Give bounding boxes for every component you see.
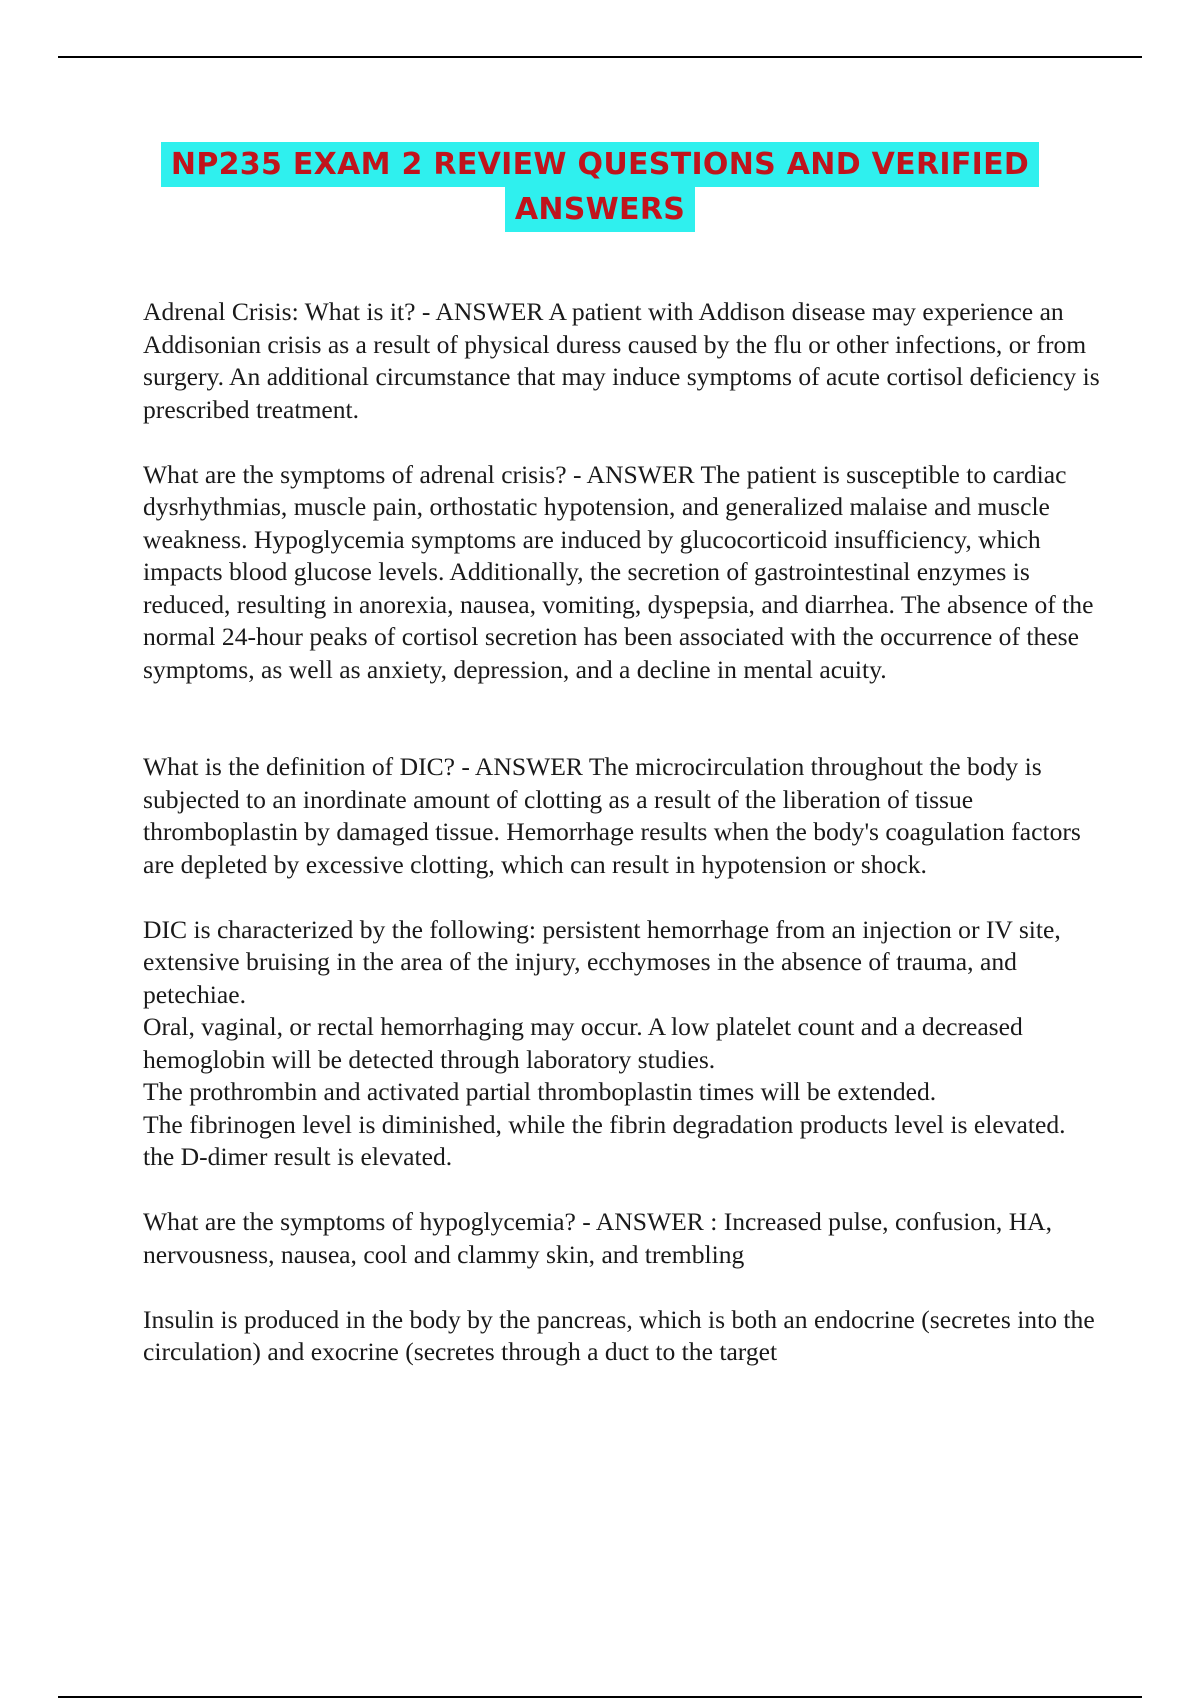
paragraph-text: Insulin is produced in the body by the pancreas, which is both an endocrine (secretes into the circulation) and exocrine (secretes through a duct to the target (143, 1304, 1095, 1366)
paragraph-dic-definition (143, 751, 1103, 881)
document-body (143, 296, 1103, 1401)
paragraph-line: DIC is characterized by the following: persistent hemorrhage from an injection or IV site, extensive bruising in the area of the injury, ecchymoses in the absence of trauma, and petechiae. (143, 914, 1061, 1009)
paragraph-text: What are the symptoms of hypoglycemia? - ANSWER : Increased pulse, confusion, HA, nervousness, nausea, cool and clammy skin, and trembling (143, 1207, 1053, 1269)
title-line-2: ANSWERS (505, 187, 695, 232)
paragraph-text: What is the definition of DIC? - ANSWER The microcirculation throughout the body is subjected to an inordinate amount of clotting as a result of the liberation of tissue thromboplastin by damaged tissue. Hemorrhage results when the body's coagulation factors are depleted by excessive clotting, which can result in hypotension or shock. (143, 752, 1081, 879)
top-rule (58, 56, 1142, 58)
paragraph-adrenal-crisis-symptoms (143, 459, 1103, 687)
bottom-rule (58, 1696, 1142, 1698)
paragraph-hypoglycemia-symptoms (143, 1206, 1103, 1271)
paragraph-text: What are the symptoms of adrenal crisis? - ANSWER The patient is susceptible to cardiac dysrhythmias, muscle pain, orthostatic hypotension, and generalized malaise and muscle weakness. Hypoglycemia symptoms are induced by glucocorticoid insufficiency, which impacts blood glucose levels. Additionally, the secretion of gastrointestinal enzymes is reduced, resulting in anorexia, nausea, vomiting, dyspepsia, and diarrhea. The absence of the normal 24-hour peaks of cortisol secretion has been associated with the occurrence of these symptoms, as well as anxiety, depression, and a decline in mental acuity. (143, 459, 1094, 684)
paragraph-line: The prothrombin and activated partial thromboplastin times will be extended. (143, 1077, 937, 1106)
document-title (0, 142, 1200, 232)
paragraph-text: Adrenal Crisis: What is it? - ANSWER A patient with Addison disease may experience an Addisonian crisis as a result of physical duress caused by the flu or other infections, or from surgery. An additional circumstance that may induce symptoms of acute cortisol deficiency is prescribed treatment. (143, 297, 1100, 424)
paragraph-dic-characteristics (143, 914, 1103, 1174)
paragraph-adrenal-crisis (143, 296, 1103, 426)
paragraph-line: Oral, vaginal, or rectal hemorrhaging may occur. A low platelet count and a decreased hemoglobin will be detected through laboratory studies. (143, 1012, 1023, 1074)
title-line-1: NP235 EXAM 2 REVIEW QUESTIONS AND VERIFIED (161, 142, 1039, 187)
paragraph-insulin (143, 1304, 1103, 1369)
paragraph-line: The fibrinogen level is diminished, while the fibrin degradation products level is elevated. the D-dimer result is elevated. (143, 1109, 1066, 1171)
